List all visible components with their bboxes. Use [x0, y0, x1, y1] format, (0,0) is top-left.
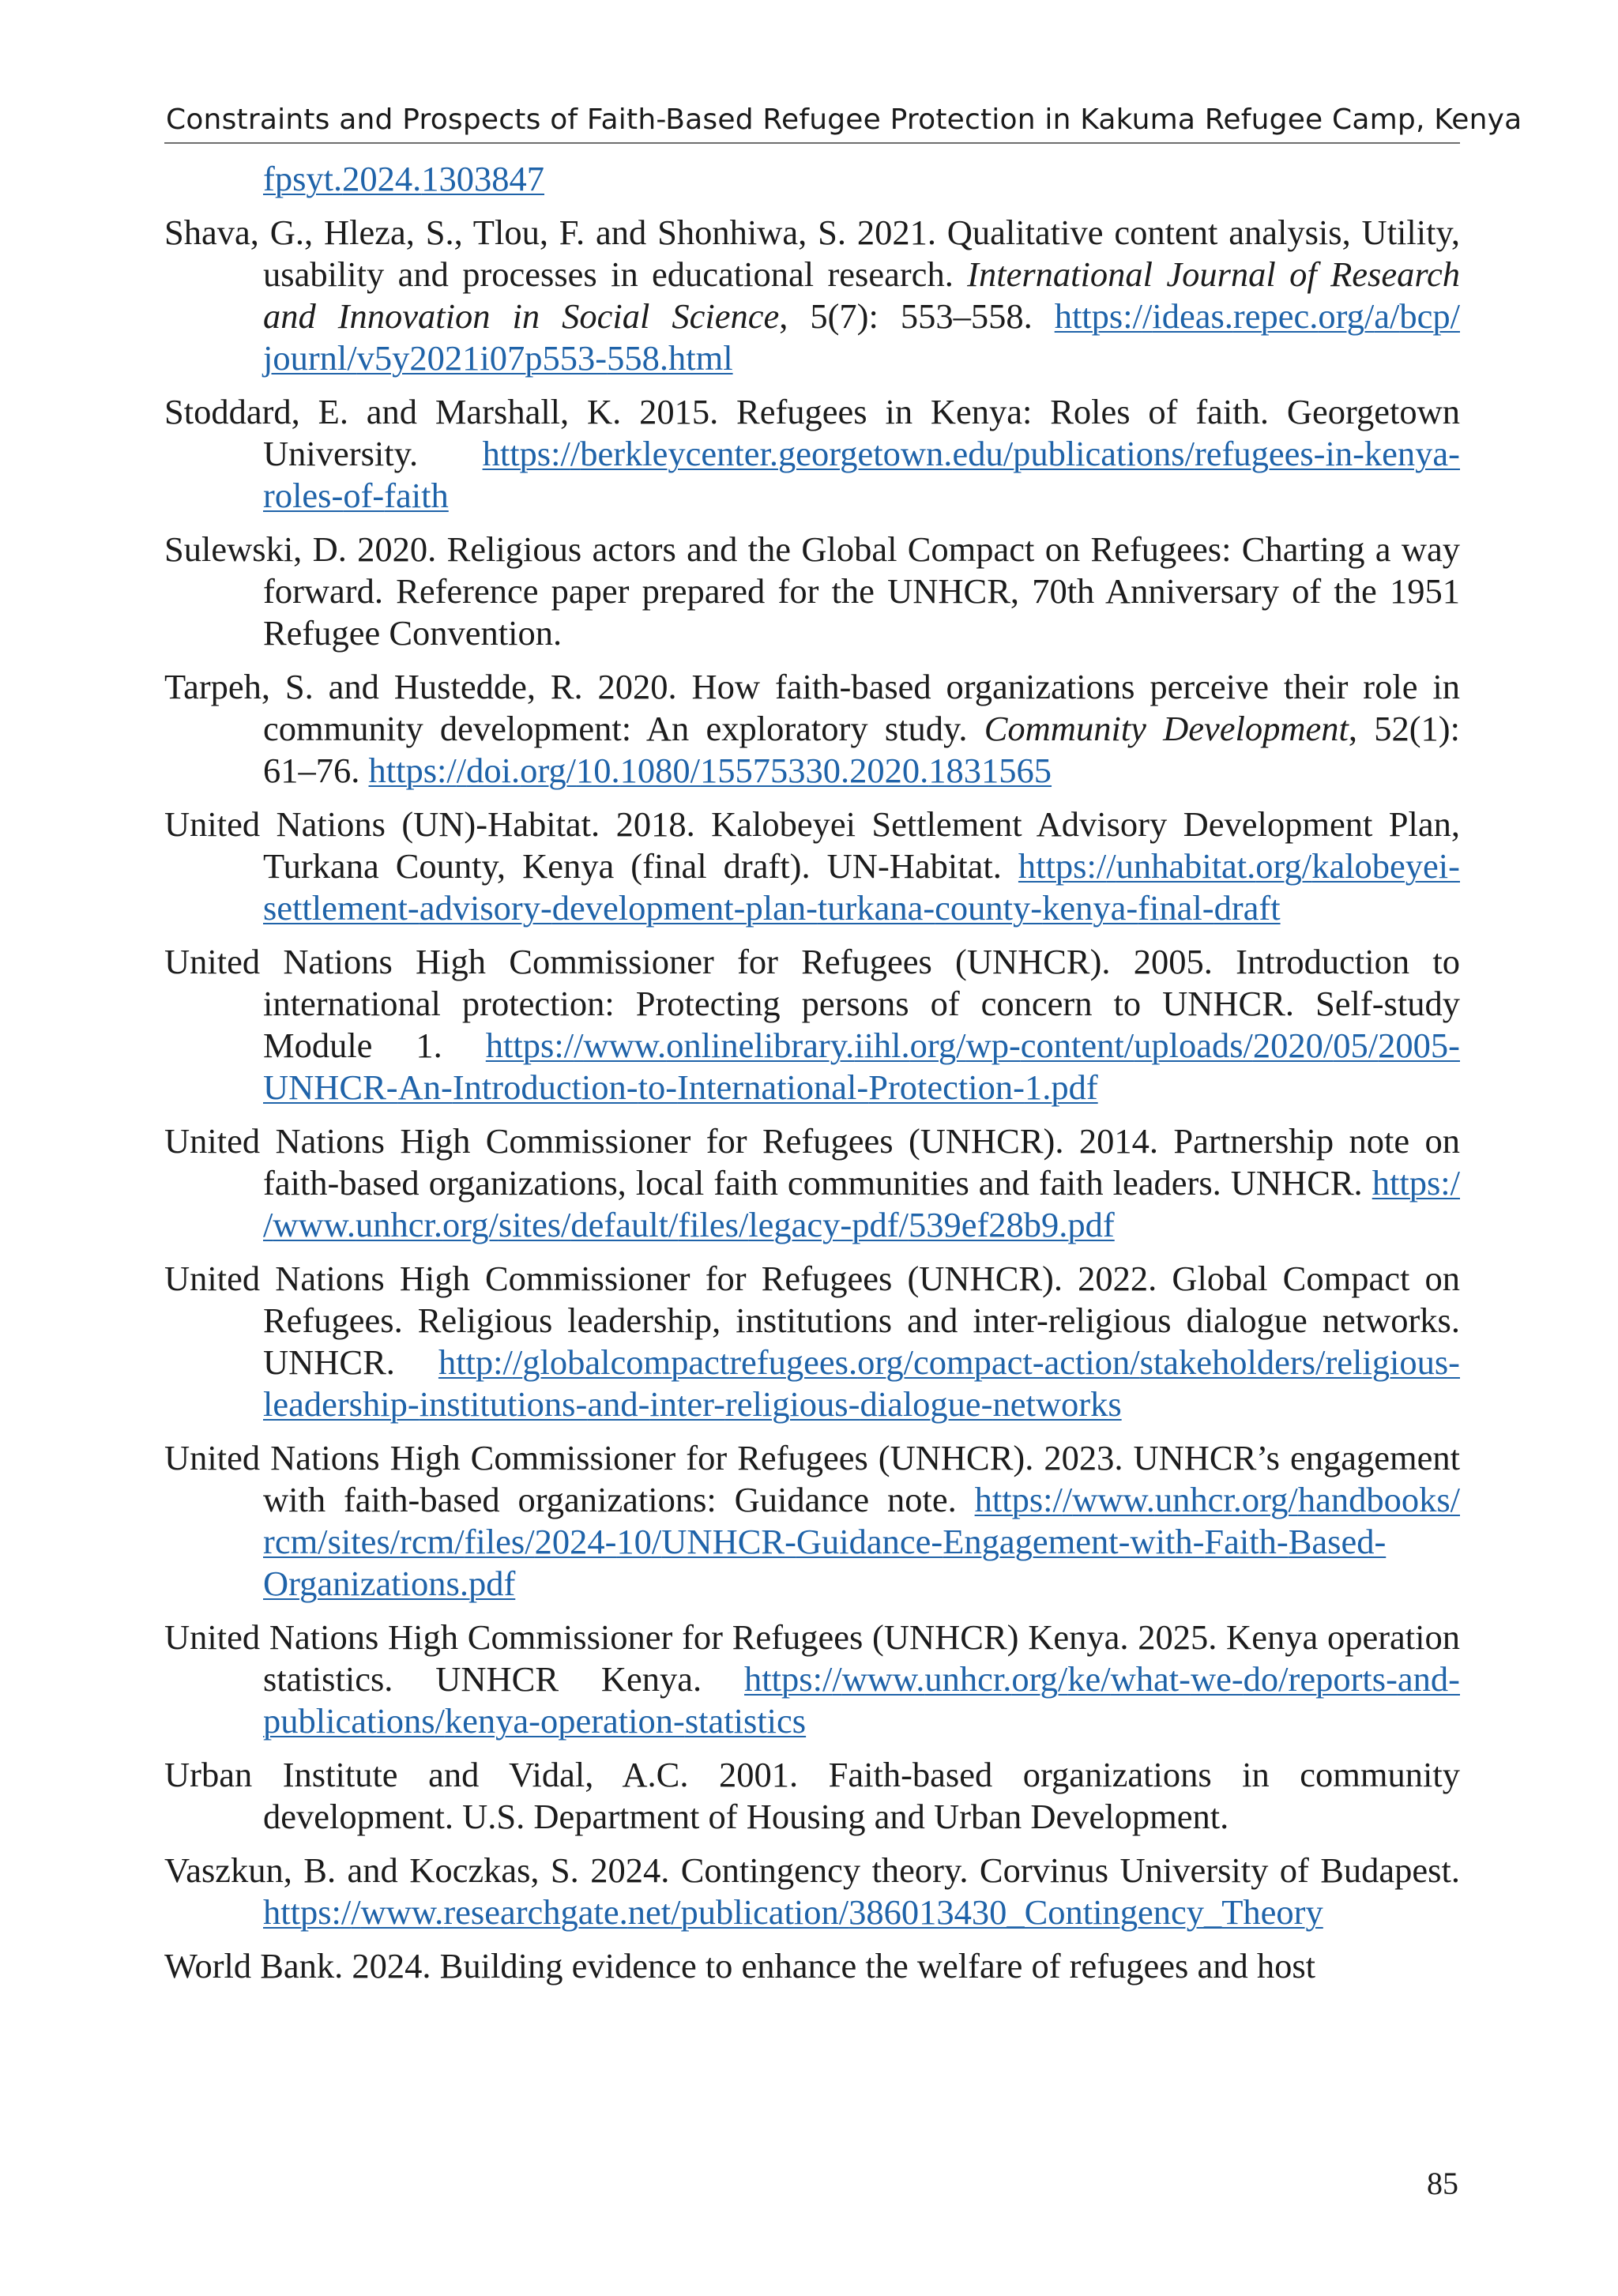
running-header: Constraints and Prospects of Faith-Based Refugee Protection in Kakuma Refugee Camp, Kenya [166, 104, 1522, 136]
reference-link[interactable]: https://ideas.repec.org/a/bcp/journl/v5y2021i07p553-558.html [263, 296, 1460, 378]
reference-entry [164, 1754, 1460, 1838]
journal-title: International Journal of Research and Innovation in Social Science [263, 254, 1460, 336]
reference-link[interactable]: https://doi.org/10.1080/15575330.2020.1831565 [368, 751, 1052, 790]
reference-text: Urban Institute and Vidal, A.C. 2001. Faith-based organizations in community development. U.S. Department of Housing and Urban Development. [164, 1755, 1460, 1836]
reference-entry [164, 1437, 1460, 1605]
reference-entry [164, 1850, 1460, 1933]
reference-list [164, 158, 1460, 1999]
reference-text: United Nations High Commissioner for Refugees (UNHCR). 2022. Global Compact on Refugees. Religious leadership, institutions and inter-religious dialogue networks. UNHCR. [164, 1259, 1460, 1382]
reference-link[interactable]: https://unhabitat.org/kalobeyei-settlement-advisory-development-plan-turkana-county-kenya-final-draft [263, 846, 1460, 928]
journal-title: Community Development [984, 709, 1349, 748]
reference-text: Stoddard, E. and Marshall, K. 2015. Refugees in Kenya: Roles of faith. Georgetown University. [164, 392, 1460, 473]
reference-link[interactable]: http://globalcompactrefugees.org/compact-action/stakeholders/religious-leadership-institutions-and-inter-religious-dialogue-networks [263, 1342, 1460, 1424]
reference-entry [164, 1945, 1460, 1987]
reference-link[interactable]: https://berkleycenter.georgetown.edu/publications/refugees-in-kenya-roles-of-faith [263, 434, 1460, 515]
reference-entry [164, 941, 1460, 1108]
reference-text: United Nations High Commissioner for Refugees (UNHCR). 2005. Introduction to international protection: Protecting persons of concern to UNHCR. Self-study Module 1. [164, 942, 1460, 1065]
reference-entry [164, 1258, 1460, 1425]
reference-entry [164, 666, 1460, 792]
reference-entry [164, 391, 1460, 517]
reference-text: Vaszkun, B. and Koczkas, S. 2024. Contingency theory. Corvinus University of Budapest. [164, 1850, 1460, 1890]
reference-entry [164, 212, 1460, 379]
reference-entry [164, 1120, 1460, 1246]
reference-text: Sulewski, D. 2020. Religious actors and the Global Compact on Refugees: Charting a way forward. Reference paper prepared for the UNHCR, 70th Anniversary of the 1951 Refugee Convention. [164, 529, 1460, 653]
reference-entry [164, 1617, 1460, 1742]
reference-text: United Nations High Commissioner for Refugees (UNHCR). 2014. Partnership note on faith-based organizations, local faith communities and faith leaders. UNHCR. [164, 1121, 1460, 1203]
reference-entry [164, 529, 1460, 654]
reference-details: , 5(7): 553–558. [779, 296, 1055, 336]
reference-details: , 52(1): 61–76. [263, 709, 1460, 790]
reference-link[interactable]: https://www.unhcr.org/sites/default/files/legacy-pdf/539ef28b9.pdf [263, 1163, 1460, 1244]
reference-text: Tarpeh, S. and Hustedde, R. 2020. How faith-based organizations perceive their role in community development: An exploratory study. [164, 667, 1460, 748]
reference-text: United Nations High Commissioner for Refugees (UNHCR) Kenya. 2025. Kenya operation statistics. UNHCR Kenya. [164, 1617, 1460, 1699]
reference-link[interactable]: https://www.researchgate.net/publication/386013430_Contingency_Theory [263, 1892, 1323, 1932]
reference-link[interactable]: https://www.onlinelibrary.iihl.org/wp-content/uploads/2020/05/2005-UNHCR-An-Introduction-to-International-Protection-1.pdf [263, 1026, 1460, 1107]
reference-text: United Nations High Commissioner for Refugees (UNHCR). 2023. UNHCR’s engagement with faith-based organizations: Guidance note. [164, 1438, 1460, 1519]
reference-link[interactable]: fpsyt.2024.1303847 [263, 159, 544, 198]
header-divider [164, 142, 1460, 144]
reference-text: United Nations (UN)-Habitat. 2018. Kalobeyei Settlement Advisory Development Plan, Turkana County, Kenya (final draft). UN-Habitat. [164, 804, 1460, 886]
page-number: 85 [1427, 2166, 1458, 2201]
reference-continuation [164, 158, 1460, 200]
reference-text: World Bank. 2024. Building evidence to enhance the welfare of refugees and host [164, 1946, 1316, 1985]
reference-link[interactable]: https://www.unhcr.org/ke/what-we-do/reports-and-publications/kenya-operation-statistics [263, 1659, 1460, 1741]
reference-text: Shava, G., Hleza, S., Tlou, F. and Shonhiwa, S. 2021. Qualitative content analysis, Utility, usability and processes in educational research. [164, 213, 1460, 294]
reference-entry [164, 804, 1460, 929]
reference-link[interactable]: https://www.unhcr.org/handbooks/rcm/sites/rcm/files/2024-10/UNHCR-Guidance-Engagement-with-Faith-Based-Organizations.pdf [263, 1480, 1460, 1603]
